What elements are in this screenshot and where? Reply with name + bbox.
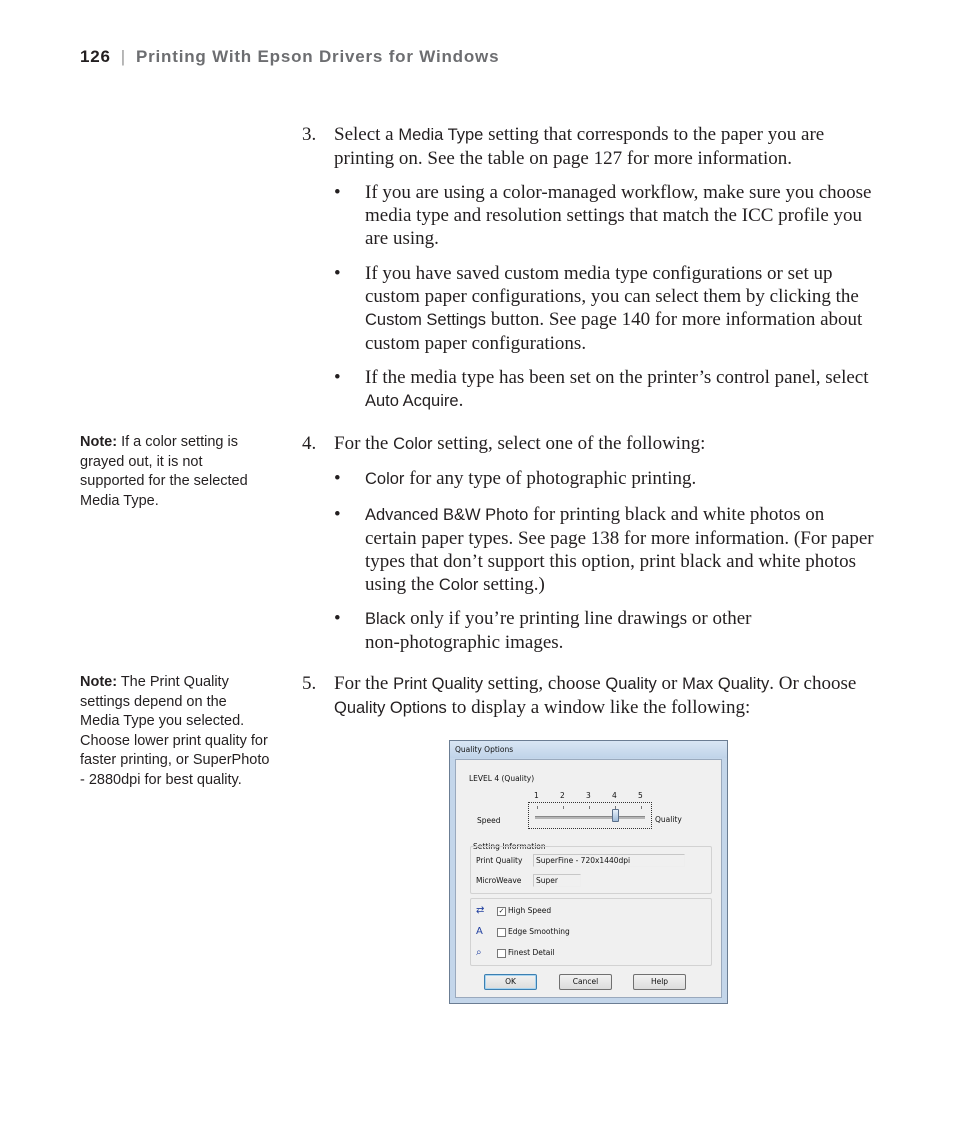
bullet-mark: • bbox=[334, 468, 341, 489]
speed-label: Speed bbox=[477, 816, 501, 825]
ui-term: Max Quality bbox=[682, 675, 770, 693]
finest-detail-label: Finest Detail bbox=[508, 948, 555, 957]
step-text: . Or choose bbox=[769, 673, 857, 694]
quality-slider[interactable] bbox=[528, 802, 652, 829]
step-number: 3. bbox=[302, 124, 317, 145]
edge-smoothing-checkbox[interactable] bbox=[497, 928, 506, 937]
bullet-text: for any type of photographic printing. bbox=[404, 468, 697, 489]
ok-button[interactable]: OK bbox=[484, 974, 537, 990]
microweave-label: MicroWeave bbox=[476, 876, 522, 885]
running-header bbox=[80, 47, 499, 67]
step-text: to display a window like the following: bbox=[446, 697, 751, 718]
quality-label: Quality bbox=[655, 815, 682, 824]
step-text: or bbox=[656, 673, 683, 694]
finest-detail-icon: ⌕ bbox=[476, 947, 482, 958]
slider-tick bbox=[641, 806, 642, 809]
margin-note bbox=[80, 433, 270, 511]
bullet-text: only if you’re printing line drawings or other non-photographic images. bbox=[365, 608, 752, 653]
bullet-text: button. See page 140 for more information about custom paper configurations. bbox=[365, 309, 863, 354]
finest-detail-checkbox[interactable] bbox=[497, 949, 506, 958]
step-text: setting that corresponds to the paper you are printing on. See the table on page 127 for more information. bbox=[334, 124, 825, 169]
bullet-mark: • bbox=[334, 504, 341, 525]
print-quality-label: Print Quality bbox=[476, 856, 523, 865]
bullet-item bbox=[334, 262, 874, 355]
step-4 bbox=[302, 432, 862, 456]
step-number: 5. bbox=[302, 673, 317, 694]
setting-info-group bbox=[470, 846, 712, 894]
note-label: Note: bbox=[80, 674, 118, 690]
step-text: Select a bbox=[334, 124, 399, 145]
chapter-title: Printing With Epson Drivers for Windows bbox=[135, 47, 500, 66]
slider-tick-label: 4 bbox=[612, 791, 617, 800]
header-separator: | bbox=[120, 47, 126, 66]
ui-term: Quality bbox=[605, 675, 657, 693]
note-text: If a color setting is grayed out, it is not supported for the selected Media Type. bbox=[80, 434, 248, 509]
slider-tick bbox=[589, 806, 590, 809]
edge-smoothing-icon: A bbox=[476, 926, 483, 937]
slider-tick-label: 5 bbox=[638, 791, 643, 800]
bullet-mark: • bbox=[334, 367, 341, 388]
step-number: 4. bbox=[302, 433, 317, 454]
help-button[interactable]: Help bbox=[633, 974, 686, 990]
setting-info-group-label: Setting Information bbox=[473, 842, 546, 851]
note-label: Note: bbox=[80, 434, 118, 450]
slider-thumb[interactable] bbox=[612, 809, 619, 822]
quality-options-dialog bbox=[449, 740, 728, 1004]
step-text: For the bbox=[334, 433, 394, 454]
ui-term: Advanced B&W Photo bbox=[365, 506, 529, 524]
margin-note bbox=[80, 673, 270, 790]
ui-term: Media Type bbox=[398, 126, 484, 144]
ui-term: Print Quality bbox=[393, 675, 483, 693]
bullet-text: for printing black and white photos on certain paper types. See page 138 for more information. (For paper types that don’t support this option, print black and white photos using the bbox=[365, 504, 874, 595]
ui-term: Custom Settings bbox=[365, 311, 487, 329]
ui-term: Color bbox=[393, 435, 433, 453]
slider-tick-label: 2 bbox=[560, 791, 565, 800]
level-label: LEVEL 4 (Quality) bbox=[469, 774, 535, 783]
slider-tick bbox=[563, 806, 564, 809]
bullet-mark: • bbox=[334, 608, 341, 629]
step-5 bbox=[302, 672, 862, 720]
high-speed-checkbox[interactable]: ✓ bbox=[498, 907, 505, 915]
slider-tick-label: 3 bbox=[586, 791, 591, 800]
bullet-item bbox=[334, 366, 874, 413]
note-text: The Print Quality settings depend on the Media Type you selected. Choose lower print quality for faster printing, or bbox=[80, 674, 268, 768]
bullet-item bbox=[334, 503, 874, 597]
slider-track bbox=[535, 816, 645, 819]
bullet-text: If you have saved custom media type configurations or set up custom paper configurations, you can select them by clicking the bbox=[365, 263, 859, 307]
high-speed-label: High Speed bbox=[508, 906, 552, 915]
step-3 bbox=[302, 123, 862, 170]
microweave-value: Super bbox=[533, 874, 581, 887]
bullet-item bbox=[334, 467, 874, 491]
step-text: setting, select one of the following: bbox=[432, 433, 706, 454]
step-text: setting, choose bbox=[482, 673, 606, 694]
ui-term: Auto Acquire bbox=[365, 392, 459, 410]
ui-term: SuperPhoto - 2880dpi bbox=[80, 752, 270, 788]
bullet-text: setting.) bbox=[478, 574, 545, 595]
slider-tick-label: 1 bbox=[534, 791, 539, 800]
ui-term: Color bbox=[365, 470, 405, 488]
step-text: For the bbox=[334, 673, 394, 694]
dialog-body bbox=[455, 759, 722, 998]
print-quality-value: SuperFine - 720x1440dpi bbox=[533, 854, 685, 867]
page-number: 126 bbox=[80, 47, 111, 66]
dialog-titlebar bbox=[450, 741, 727, 758]
ui-term: Quality Options bbox=[334, 699, 447, 717]
dialog-title: Quality Options bbox=[455, 745, 514, 754]
bullet-mark: • bbox=[334, 182, 341, 203]
bullet-text: . bbox=[458, 390, 464, 411]
ui-term: Color bbox=[438, 576, 479, 594]
edge-smoothing-label: Edge Smoothing bbox=[508, 927, 570, 936]
slider-tick bbox=[537, 806, 538, 809]
bullet-text: If the media type has been set on the printer’s control panel, select bbox=[365, 367, 869, 388]
bullet-mark: • bbox=[334, 263, 341, 284]
bullet-item bbox=[334, 607, 754, 654]
ui-term: Black bbox=[365, 610, 406, 628]
cancel-button[interactable]: Cancel bbox=[559, 974, 612, 990]
bullet-item bbox=[334, 181, 874, 250]
note-text: for best quality. bbox=[140, 771, 242, 788]
options-group bbox=[470, 898, 712, 966]
slider-tick bbox=[615, 806, 616, 809]
bullet-text: If you are using a color-managed workflow, make sure you choose media type and resolution settings that match the ICC profile you are using. bbox=[365, 182, 872, 249]
high-speed-icon: ⇄ bbox=[476, 905, 485, 916]
